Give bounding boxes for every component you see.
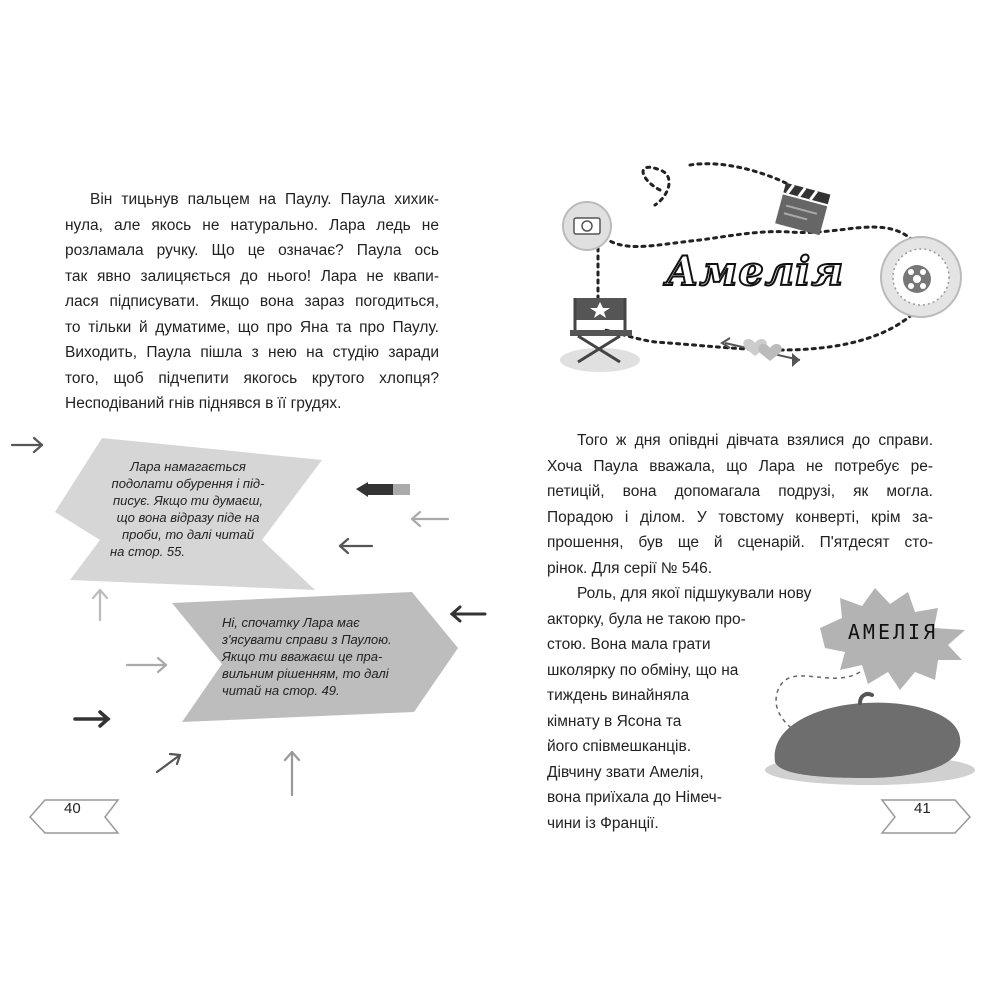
text-line: петицій, вона допомагала подрузі, як могла. xyxy=(547,483,933,500)
text-line: прошення, був ще й сценарій. П'ятдесят сто- xyxy=(547,534,933,551)
clapperboard-icon xyxy=(775,183,830,235)
text-line: акторку, була не такою про- xyxy=(547,610,746,628)
text-line: Він тицьнув пальцем на Паулу. Паула хихик- xyxy=(90,191,439,208)
camera-icon xyxy=(563,202,611,250)
text-line: Того ж дня опівдні дівчата взялися до справи. xyxy=(577,432,933,449)
text-line: Хоча Паула вважала, що Лара не потребує ре- xyxy=(547,457,933,475)
director-chair-icon xyxy=(560,298,640,372)
right-paragraph-1 xyxy=(547,428,933,581)
text-line: вона приїхала до Німеч- xyxy=(547,789,722,806)
text-line: Порадою і ділом. У товстому конверті, крім за- xyxy=(547,508,933,526)
text-line: Несподіваний гнів піднявся в її грудях. xyxy=(65,395,342,412)
hearts-arrow-icon xyxy=(722,338,800,367)
text-line: так явно залицяється до нього! Лара не квапи- xyxy=(65,267,439,285)
text-line: чини із Франції. xyxy=(547,814,659,832)
text-line: його співмешканців. xyxy=(547,738,692,755)
text-line: то тільки й думатиме, що про Яна та про Паулу. xyxy=(65,318,439,336)
page-number-right: 41 xyxy=(914,800,931,817)
text-line: Дівчину звати Амелія, xyxy=(547,763,704,781)
text-line: стою. Вона мала грати xyxy=(547,636,711,653)
film-reel-icon xyxy=(881,237,961,317)
text-line: нула, але якось не натурально. Лара ледь не xyxy=(65,216,439,234)
right-paragraph-2 xyxy=(547,581,847,836)
text-line: рінок. Для серії № 546. xyxy=(547,559,713,577)
page-number-left: 40 xyxy=(64,800,81,817)
choice-2-text: Ні, спочатку Лара має з'ясувати справи з Паулою. Якщо ти вважаєш це пра- вильним рішенням, то далі читай на стор. 49. xyxy=(222,615,392,698)
badge-text: АМЕЛІЯ xyxy=(847,620,939,644)
text-line: Роль, для якої підшукували нову xyxy=(577,585,812,602)
text-line: кімнату в Ясона та xyxy=(547,712,682,730)
text-line: тиждень винайняла xyxy=(547,687,690,704)
text-line: того, щоб підчепити якогось крутого хлопця? xyxy=(65,369,439,387)
text-line: школярку по обміну, що на xyxy=(547,661,739,679)
text-line: лася підписувати. Якщо вона зараз погодиться, xyxy=(65,293,439,310)
choice-1-text: Лара намагається подолати обурення і під- писує. Якщо ти думаєш, що вона відразу піде на проби, то далі читай на стор. 55. xyxy=(110,459,265,559)
text-line: Виходить, Паула пішла з нею на студію заради xyxy=(65,344,439,361)
text-line: розламала ручку. Що це означає? Паула ось xyxy=(65,242,439,259)
chapter-title: Амелія xyxy=(665,248,845,295)
